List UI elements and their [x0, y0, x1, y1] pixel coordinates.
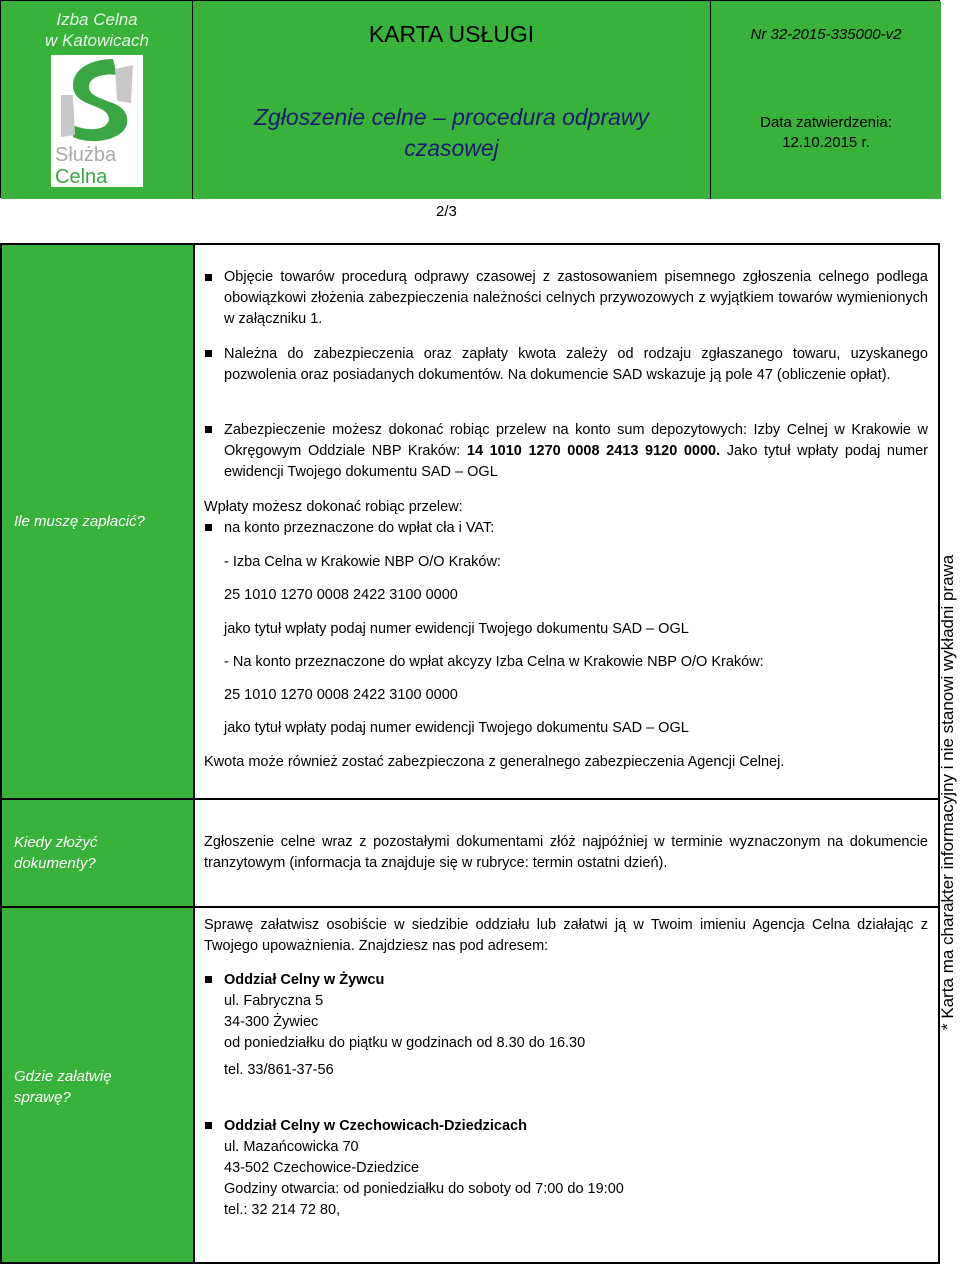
approval-date: [711, 67, 941, 199]
row-separator: [2, 798, 938, 800]
general-guarantee: Kwota może również zostać zabezpieczona z generalnego zabezpieczenia Agencji Celnej.: [204, 754, 785, 770]
approval-date-label: Data zatwierdzenia:: [760, 114, 892, 131]
bullet-marker: [205, 1122, 212, 1129]
deposit-account-number: 14 1010 1270 0008 2413 9120 0000.: [466, 443, 721, 459]
payment-bullet-3-title: Jako tytuł wpłaty podaj numer ewidencji Twojego dokumentu SAD – OGL: [224, 443, 929, 480]
bullet-marker: [205, 350, 212, 357]
sidebar: [2, 245, 193, 1262]
when-text: Zgłoszenie celne wraz z pozostałymi dokumentami złóż najpóźniej w terminie wyznaczonym na dokumencie tranzytowym (informacja ta znajduje się w rubryce: termin ostatni dzień).: [204, 834, 928, 871]
transfer-title-1: jako tytuł wpłaty podaj numer ewidencji Twojego dokumentu SAD – OGL: [224, 621, 689, 637]
payment-bullet-2: Należna do zabezpieczenia oraz zapłaty kwota zależy od rodzaju zgłaszanego towaru, uzyskanego pozwolenia oraz posiadanych dokumentów. Na dokumencie SAD wskazuje ją pole 47 (obliczenie opłat).: [224, 346, 928, 383]
office-phone: tel. 33/861-37-56: [224, 1062, 334, 1078]
label-when-line-1: Kiedy złożyć: [14, 834, 98, 851]
customs-logo: [51, 55, 143, 187]
label-where-line-1: Gdzie załatwię: [14, 1068, 112, 1085]
label-where: [14, 1066, 112, 1108]
office-name: Oddział Celny w Czechowicach-Dziedzicach: [224, 1118, 527, 1134]
account-2: 25 1010 1270 0008 2422 3100 0000: [224, 687, 458, 703]
bank-2: - Na konto przeznaczone do wpłat akcyzy Izba Celna w Krakowie NBP O/O Kraków:: [224, 654, 764, 670]
bullet-marker: [205, 426, 212, 433]
office-czechowice: [224, 1116, 624, 1221]
service-subtitle: Zgłoszenie celne – procedura odprawy czasowej: [193, 67, 711, 199]
header-table: [0, 0, 940, 198]
logo-cell: [1, 1, 193, 199]
label-when-line-2: dokumenty?: [14, 855, 96, 872]
logo-text-2: Celna: [55, 166, 108, 188]
payment-bullet-3-text: Zabezpieczenie możesz dokonać robiąc przelew na konto sum depozytowych: Izby Celnej w Krakowie w Okręgowym Oddziale NBP Kraków:: [224, 422, 928, 459]
bank-1: - Izba Celna w Krakowie NBP O/O Kraków:: [224, 554, 501, 570]
office-street: ul. Fabryczna 5: [224, 993, 324, 1009]
where-intro: Sprawę załatwisz osobiście w siedzibie oddziału lub załatwi ją w Twoim imieniu Agencja Celna działając z Twojego upoważnienia. Znajdziesz nas pod adresem:: [204, 917, 928, 954]
account-1: 25 1010 1270 0008 2422 3100 0000: [224, 587, 458, 603]
transfer-intro: Wpłaty możesz dokonać robiąc przelew:: [204, 499, 463, 515]
label-how-much: Ile muszę zapłacić?: [14, 513, 145, 530]
document-number: Nr 32-2015-335000-v2: [711, 1, 941, 67]
bullet-marker: [205, 274, 212, 281]
org-line-1: Izba Celna: [56, 10, 138, 29]
approval-date-value: 12.10.2015 r.: [782, 134, 870, 151]
page-number: 2/3: [436, 203, 457, 220]
office-city: 43-502 Czechowice-Dziedzice: [224, 1160, 420, 1176]
bullet-marker: [205, 524, 212, 531]
label-where-line-2: sprawę?: [14, 1089, 71, 1106]
payment-bullet-3: [224, 420, 928, 483]
office-hours: Godziny otwarcia: od poniedziałku do soboty od 7:00 do 19:00: [224, 1181, 624, 1197]
logo-text-1: Służba: [55, 144, 117, 166]
office-street: ul. Mazańcowicka 70: [224, 1139, 359, 1155]
disclaimer-vertical: * Karta ma charakter informacyjny i nie stanowi wykładni prawa: [938, 554, 957, 1030]
org-line-2: w Katowicach: [45, 31, 149, 50]
row-separator: [2, 906, 938, 908]
card-title: KARTA USŁUGI: [193, 1, 711, 67]
column-divider: [193, 245, 195, 1262]
payment-bullet-1: Objęcie towarów procedurą odprawy czasowej z zastosowaniem pisemnego zgłoszenia celnego podlega obowiązkowi złożenia zabezpieczenia należności celnych przywozowych z wyjątkiem towarów wymienionych w załączniku 1.: [224, 269, 928, 327]
office-hours: od poniedziałku do piątku w godzinach od 8.30 do 16.30: [224, 1035, 586, 1051]
customs-logo-mark: [51, 55, 143, 145]
label-when: [14, 832, 97, 874]
office-zywiec: [224, 970, 585, 1081]
transfer-title-2: jako tytuł wpłaty podaj numer ewidencji Twojego dokumentu SAD – OGL: [224, 720, 689, 736]
organization-name: [1, 9, 193, 51]
office-city: 34-300 Żywiec: [224, 1014, 319, 1030]
office-name: Oddział Celny w Żywcu: [224, 972, 385, 988]
transfer-bullet: na konto przeznaczone do wpłat cła i VAT:: [224, 520, 495, 536]
office-phone: tel.: 32 214 72 80,: [224, 1202, 341, 1218]
bullet-marker: [205, 976, 212, 983]
